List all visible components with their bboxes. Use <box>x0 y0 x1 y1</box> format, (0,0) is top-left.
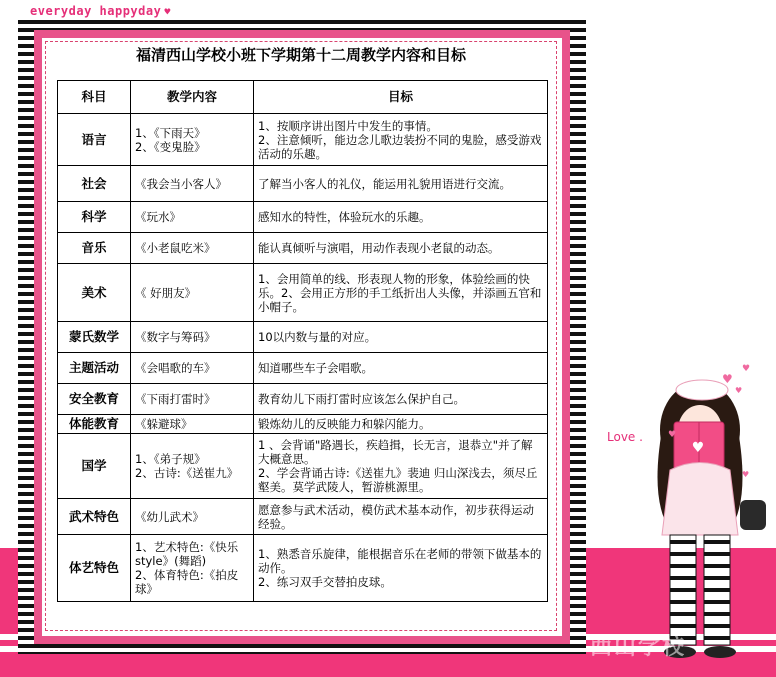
table-header-row <box>58 81 548 114</box>
girl-illustration <box>600 360 776 670</box>
goal-cell: 能认真倾听与演唱，用动作表现小老鼠的动态。 <box>254 233 548 264</box>
lesson-table <box>57 80 548 602</box>
goal-cell: 教育幼儿下雨打雷时应该怎么保护自己。 <box>254 384 548 415</box>
table-row <box>58 322 548 353</box>
table-row <box>58 202 548 233</box>
goal-cell: 1、按顺序讲出图片中发生的事情。 2、注意倾听，能边念儿歌边装扮不同的鬼脸，感受游戏活动的乐趣。 <box>254 114 548 166</box>
svg-text:♥: ♥ <box>691 440 705 456</box>
header-content: 教学内容 <box>131 81 254 114</box>
heart-icon: ♥ <box>735 386 743 395</box>
page-title: 福清西山学校小班下学期第十二周教学内容和目标 <box>135 46 466 64</box>
heart-icon: ♥ <box>722 372 733 386</box>
subject-cell: 科学 <box>58 202 131 233</box>
subject-cell: 武术特色 <box>58 499 131 535</box>
table-row <box>58 114 548 166</box>
watermark: 西山学校 <box>590 635 687 660</box>
table-row <box>58 415 548 434</box>
subject-cell: 蒙氏数学 <box>58 322 131 353</box>
content-cell: 《数字与筹码》 <box>131 322 254 353</box>
goal-cell: 1 、会背诵"路遇长，疾趋揖，长无言，退恭立"并了解大概意思。 2、学会背诵古诗:《送崔九》裴迪 归山深浅去，须尽丘壑美。莫学武陵人，暂游桃源里。 <box>254 434 548 499</box>
table-row <box>58 434 548 499</box>
table-row <box>58 384 548 415</box>
table-row <box>58 264 548 322</box>
table-row <box>58 499 548 535</box>
table-row <box>58 535 548 602</box>
content-cell: 1、艺术特色:《快乐 style》(舞蹈) 2、体育特色:《拍皮球》 <box>131 535 254 602</box>
table-body <box>58 114 548 602</box>
header-decoration <box>30 4 171 18</box>
content-cell: 《幼儿武术》 <box>131 499 254 535</box>
goal-cell: 1、熟悉音乐旋律，能根据音乐在老师的带领下做基本的动作。 2、练习双手交替拍皮球。 <box>254 535 548 602</box>
content-cell: 《躲避球》 <box>131 415 254 434</box>
heart-icon: ♥ <box>742 364 751 374</box>
subject-cell: 体能教育 <box>58 415 131 434</box>
subject-cell: 国学 <box>58 434 131 499</box>
subject-cell: 语言 <box>58 114 131 166</box>
goal-cell: 感知水的特性，体验玩水的乐趣。 <box>254 202 548 233</box>
goal-cell: 锻炼幼儿的反映能力和躲闪能力。 <box>254 415 548 434</box>
header-goal: 目标 <box>254 81 548 114</box>
content-cell: 《下雨打雷时》 <box>131 384 254 415</box>
table-row <box>58 166 548 202</box>
content-cell: 1、《下雨天》 2、《变鬼脸》 <box>131 114 254 166</box>
content-cell: 1、《弟子规》 2、古诗:《送崔九》 <box>131 434 254 499</box>
love-text: Love . <box>607 430 643 444</box>
subject-cell: 社会 <box>58 166 131 202</box>
goal-cell: 知道哪些车子会唱歌。 <box>254 353 548 384</box>
subject-cell: 音乐 <box>58 233 131 264</box>
content-cell: 《玩水》 <box>131 202 254 233</box>
heart-icon: ♥ <box>164 7 171 18</box>
goal-cell: 愿意参与武术活动，模仿武术基本动作，初步获得运动经验。 <box>254 499 548 535</box>
heart-icon: ♥ <box>668 430 677 440</box>
goal-cell: 了解当小客人的礼仪，能运用礼貌用语进行交流。 <box>254 166 548 202</box>
header-decoration-text: everyday happyday <box>30 4 162 18</box>
subject-cell: 体艺特色 <box>58 535 131 602</box>
content-cell: 《我会当小客人》 <box>131 166 254 202</box>
content-cell: 《小老鼠吃米》 <box>131 233 254 264</box>
header-subject: 科目 <box>58 81 131 114</box>
goal-cell: 1、会用简单的线、形表现人物的形象，体验绘画的快乐。2、会用正方形的手工纸折出人头像，并添画五官和小帽子。 <box>254 264 548 322</box>
table-row <box>58 233 548 264</box>
table-row <box>58 353 548 384</box>
heart-icon: ♥ <box>742 470 750 479</box>
content-cell: 《会唱歌的车》 <box>131 353 254 384</box>
subject-cell: 美术 <box>58 264 131 322</box>
goal-cell: 10以内数与量的对应。 <box>254 322 548 353</box>
content-cell: 《 好朋友》 <box>131 264 254 322</box>
subject-cell: 主题活动 <box>58 353 131 384</box>
subject-cell: 安全教育 <box>58 384 131 415</box>
